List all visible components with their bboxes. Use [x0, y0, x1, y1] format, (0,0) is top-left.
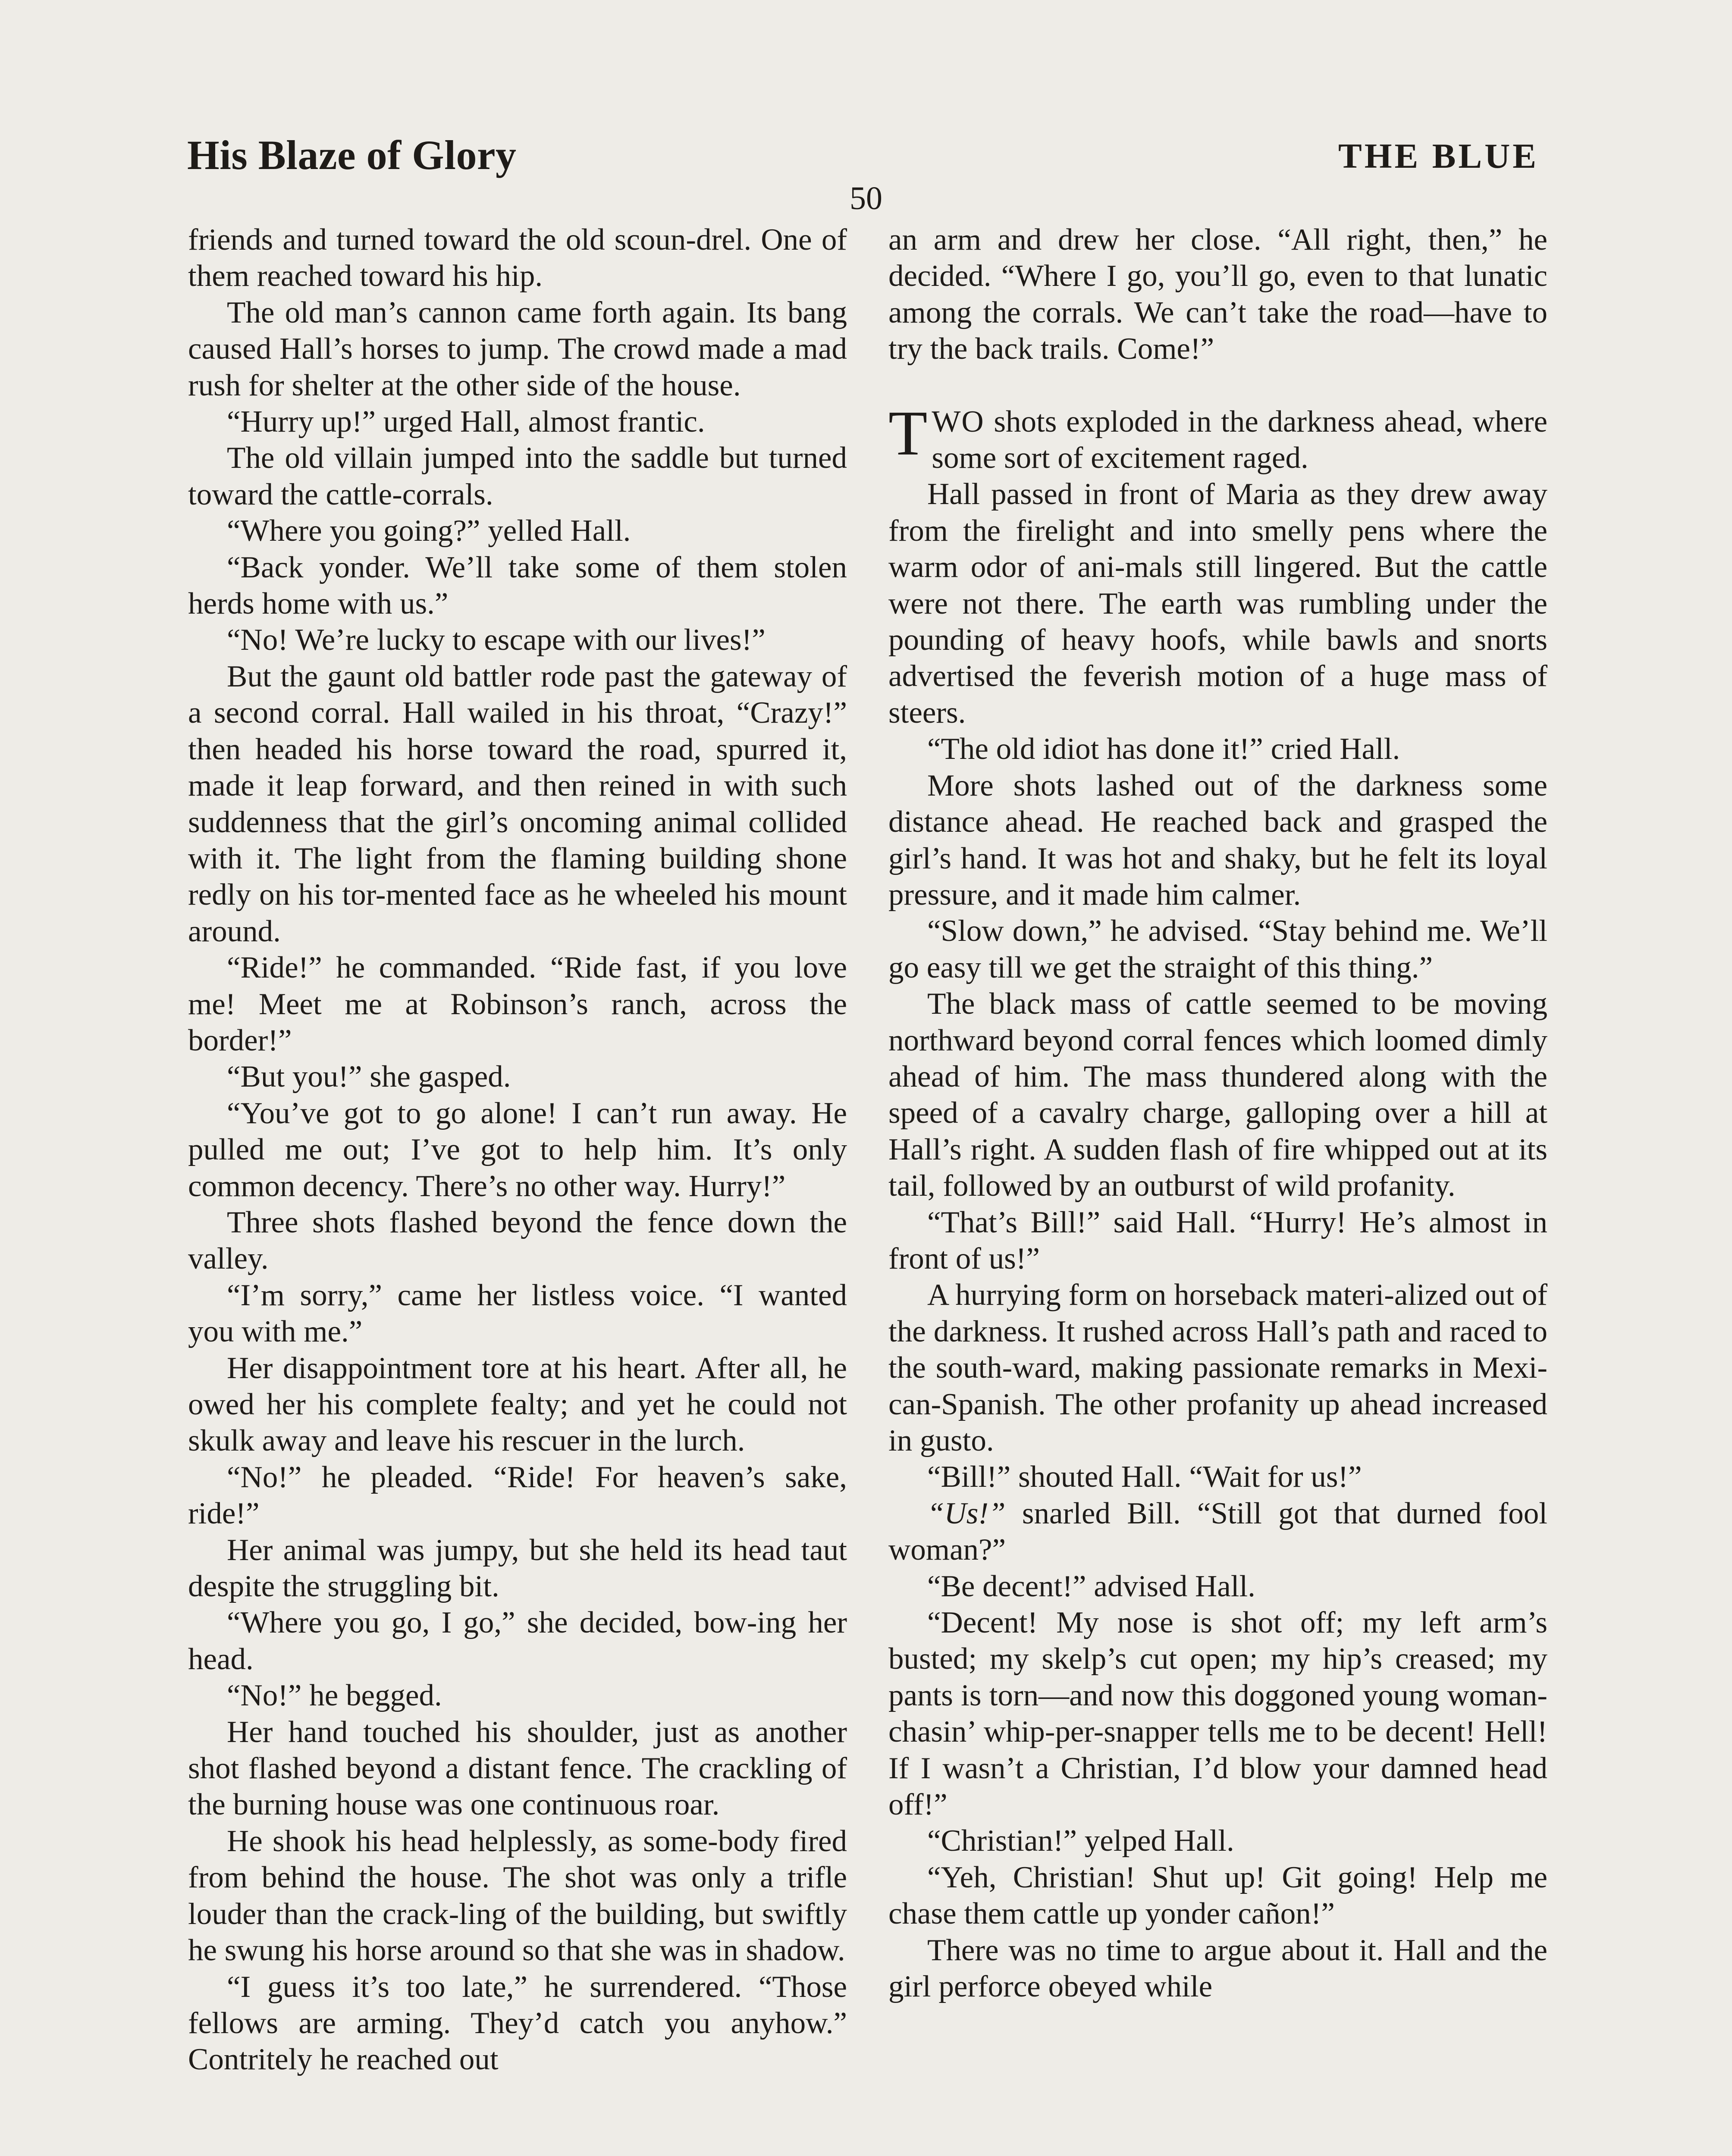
paragraph-text: “Be decent!” advised Hall. — [927, 1569, 1255, 1603]
paragraph — [188, 1459, 847, 1532]
paragraph-text: “Christian!” yelped Hall. — [927, 1824, 1234, 1858]
paragraph — [888, 1204, 1547, 1277]
story-title: His Blaze of Glory — [187, 132, 517, 178]
paragraph-text: More shots lashed out of the darkness some distance ahead. He reached back and grasped the girl’s hand. It was hot and shaky, but he felt its loyal pressure, and it made him calmer. — [888, 768, 1547, 912]
paragraph — [188, 222, 847, 295]
paragraph-text: “Ride!” he commanded. “Ride fast, if you love me! Meet me at Robinson’s ranch, across the border!” — [188, 951, 847, 1057]
paragraph — [188, 1677, 847, 1714]
paragraph-text: friends and turned toward the old scoun-drel. One of them reached toward his hip. — [188, 223, 847, 293]
paragraph-text: Her animal was jumpy, but she held its head taut despite the struggling bit. — [188, 1533, 847, 1604]
paragraph-text: The black mass of cattle seemed to be moving northward beyond corral fences which loomed dimly ahead of him. The mass thundered along with the speed of a cavalry charge, galloping over a hill at Hall’s right. A sudden flash of fire whipped out at its tail, followed by an outburst of wild profanity. — [888, 987, 1547, 1203]
paragraph-text: “You’ve got to go alone! I can’t run away. He pulled me out; I’ve got to help him. It’s only common decency. There’s no other way. Hurry!” — [188, 1096, 847, 1203]
paragraph — [188, 295, 847, 404]
paragraph-text: “No!” he pleaded. “Ride! For heaven’s sake, ride!” — [188, 1460, 847, 1531]
paragraph — [188, 658, 847, 950]
paragraph — [188, 1604, 847, 1677]
paragraph — [188, 1532, 847, 1605]
paragraph-text: But the gaunt old battler rode past the gateway of a second corral. Hall wailed in his throat, “Crazy!” then headed his horse toward the road, spurred it, made it leap forward, and then reined in with such suddenness that the girl’s oncoming animal collided with it. The light from the flaming building shone redly on his tor-mented face as he wheeled his mount around. — [188, 659, 847, 948]
paragraph-text: “No!” he begged. — [227, 1679, 442, 1713]
paragraph — [188, 1969, 847, 2078]
paragraph-text: shots exploded in the darkness ahead, where some sort of excitement raged. — [932, 404, 1547, 475]
paragraph-text: “Hurry up!” urged Hall, almost frantic. — [227, 405, 705, 439]
paragraph — [888, 1604, 1547, 1823]
paragraph-text: “Decent! My nose is shot off; my left arm’s busted; my skelp’s cut open; my hip’s creased; my pants is torn—and now this doggoned young woman-chasin’ whip-per-snapper tells me to be decent! Hell! If I wasn’t a Christian, I’d blow your damned head off!” — [888, 1606, 1547, 1822]
paragraph — [188, 1204, 847, 1277]
paragraph — [888, 768, 1547, 913]
paragraph-text: “But you!” she gasped. — [227, 1060, 511, 1094]
paragraph — [188, 1714, 847, 1823]
paragraph-text: Her disappointment tore at his heart. After all, he owed her his complete fealty; and yet he could not skulk away and leave his rescuer in the lurch. — [188, 1351, 847, 1458]
paragraph — [188, 513, 847, 549]
paragraph — [888, 1932, 1547, 2005]
paragraph-text: He shook his head helplessly, as some-body fired from behind the house. The shot was only a trifle louder than the crack-ling of the building, but swiftly he swung his horse around so that she was in shadow. — [188, 1824, 847, 1968]
paragraph-text: “That’s Bill!” said Hall. “Hurry! He’s almost in front of us!” — [888, 1205, 1547, 1275]
paragraph — [888, 476, 1547, 731]
paragraph — [888, 986, 1547, 1204]
paragraph — [188, 549, 847, 622]
paragraph-text: There was no time to argue about it. Hall and the girl perforce obeyed while — [888, 1933, 1547, 2004]
paragraph — [188, 440, 847, 513]
paragraph — [888, 1277, 1547, 1459]
paragraph — [188, 1095, 847, 1204]
paragraph-text: “Bill!” shouted Hall. “Wait for us!” — [927, 1460, 1362, 1494]
paragraph-text: snarled Bill. “Still got that durned fool woman?” — [888, 1496, 1547, 1567]
paragraph — [188, 1823, 847, 1969]
paragraph-text: The old man’s cannon came forth again. Its bang caused Hall’s horses to jump. The crowd made a mad rush for shelter at the other side of the house. — [188, 295, 847, 402]
small-caps: WO — [932, 404, 985, 439]
paragraph — [888, 1495, 1547, 1568]
paragraph — [888, 1859, 1547, 1932]
paragraph-text: an arm and drew her close. “All right, then,” he decided. “Where I go, you’ll go, even to that lunatic among the corrals. We can’t take the road—have to try the back trails. Come!” — [888, 223, 1547, 366]
paragraph-text: “I guess it’s too late,” he surrendered. “Those fellows are arming. They’d catch you anyhow.” Contritely he reached out — [188, 1970, 847, 2077]
paragraph-text: “Yeh, Christian! Shut up! Git going! Help me chase them cattle up yonder cañon!” — [888, 1860, 1547, 1931]
paragraph — [888, 222, 1547, 367]
paragraph-text: “No! We’re lucky to escape with our lives!” — [227, 623, 766, 657]
paragraph — [188, 950, 847, 1059]
paragraph — [188, 1277, 847, 1350]
paragraph-text: “The old idiot has done it!” cried Hall. — [927, 732, 1400, 766]
paragraph-text: Hall passed in front of Maria as they drew away from the firelight and into smelly pens where the warm odor of ani-mals still lingered. But the cattle were not there. The earth was rumbling under the pounding of heavy hoofs, while bawls and snorts advertised the feverish motion of a huge mass of steers. — [888, 477, 1547, 730]
paragraph — [188, 1350, 847, 1459]
paragraph-text: Her hand touched his shoulder, just as another shot flashed beyond a distant fence. The crackling of the burning house was one continuous roar. — [188, 1715, 847, 1822]
paragraph-text: “Where you going?” yelled Hall. — [227, 514, 631, 548]
paragraph — [888, 398, 1547, 476]
magazine-name: THE BLUE — [1338, 136, 1539, 175]
paragraph — [188, 1059, 847, 1095]
paragraph-text: “I’m sorry,” came her listless voice. “I wanted you with me.” — [188, 1278, 847, 1349]
paragraph — [888, 731, 1547, 767]
text-column-left — [188, 222, 847, 2078]
paragraph — [888, 1459, 1547, 1495]
paragraph — [888, 913, 1547, 986]
paragraph-text: The old villain jumped into the saddle but turned toward the cattle-corrals. — [188, 441, 847, 511]
paragraph-text: “Back yonder. We’ll take some of them stolen herds home with us.” — [188, 550, 847, 621]
page-number: 50 — [850, 180, 882, 216]
paragraph — [188, 622, 847, 658]
paragraph-text: “Slow down,” he advised. “Stay behind me. We’ll go easy till we get the straight of this thing.” — [888, 914, 1547, 984]
paragraph — [888, 1823, 1547, 1859]
text-column-right — [888, 222, 1547, 2005]
italic-text: “Us!” — [927, 1496, 1006, 1530]
paragraph — [188, 404, 847, 440]
paragraph-text: Three shots flashed beyond the fence down the valley. — [188, 1205, 847, 1276]
paragraph-text: A hurrying form on horseback materi-alized out of the darkness. It rushed across Hall’s path and raced to the south-ward, making passionate remarks in Mexi-can-Spanish. The other profanity up ahead increased in gusto. — [888, 1278, 1547, 1457]
paragraph — [888, 1568, 1547, 1604]
paragraph-text: “Where you go, I go,” she decided, bow-ing her head. — [188, 1606, 847, 1676]
drop-cap: T — [888, 398, 928, 469]
